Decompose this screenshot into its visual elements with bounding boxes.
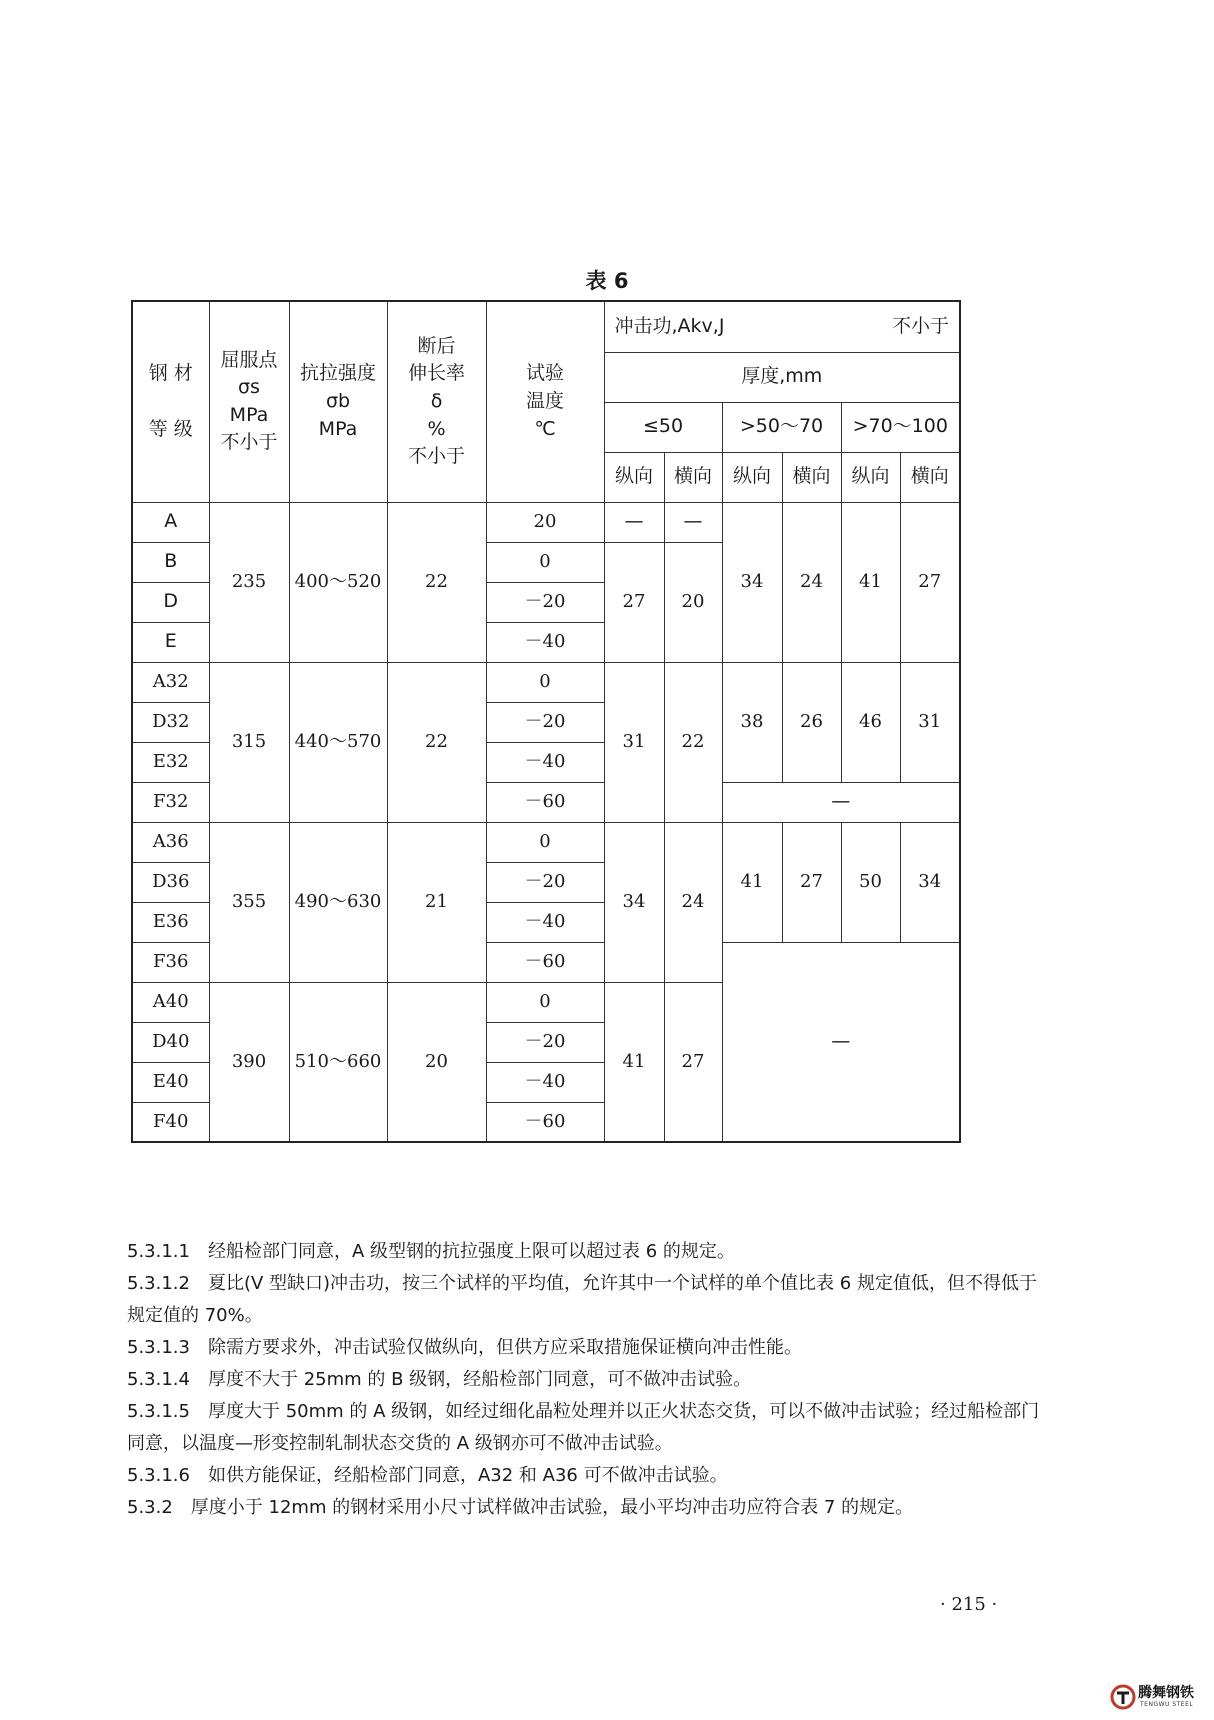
tensile-cell: 440～570 xyxy=(289,662,387,822)
yield-cell: 390 xyxy=(209,982,289,1142)
impact-cell: 50 xyxy=(841,822,900,942)
header-tensile: 抗拉强度 σb MPa xyxy=(289,301,387,502)
temp-cell: －40 xyxy=(486,742,604,782)
grade-cell: E xyxy=(132,622,209,662)
header-longitudinal: 纵向 xyxy=(722,452,782,502)
temp-cell: －60 xyxy=(486,942,604,982)
impact-min-label: 不小于 xyxy=(891,314,949,337)
impact-cell: 34 xyxy=(604,822,664,982)
impact-cell: 24 xyxy=(782,502,841,662)
yield-cell: 315 xyxy=(209,662,289,822)
temp-cell: －40 xyxy=(486,622,604,662)
impact-cell: 24 xyxy=(664,822,722,982)
yield-cell: 235 xyxy=(209,502,289,662)
header-longitudinal: 纵向 xyxy=(841,452,900,502)
header-range-50-70: >50～70 xyxy=(722,402,841,452)
grade-cell: E40 xyxy=(132,1062,209,1102)
note-paragraph: 5.3.1.6 如供方能保证，经船检部门同意，A32 和 A36 可不做冲击试验。 xyxy=(127,1465,728,1486)
elongation-cell: 20 xyxy=(387,982,486,1142)
elongation-cell: 22 xyxy=(387,502,486,662)
notes-section xyxy=(127,1236,1047,1524)
tensile-cell: 400～520 xyxy=(289,502,387,662)
note-paragraph: 5.3.2 厚度小于 12mm 的钢材采用小尺寸试样做冲击试验，最小平均冲击功应符合表 7 的规定。 xyxy=(127,1497,914,1518)
grade-cell: A40 xyxy=(132,982,209,1022)
header-yield: 屈服点 σs MPa 不小于 xyxy=(209,301,289,502)
impact-cell: 34 xyxy=(900,822,960,942)
impact-cell: 27 xyxy=(664,982,722,1142)
grade-cell: D36 xyxy=(132,862,209,902)
temp-cell: －20 xyxy=(486,862,604,902)
header-longitudinal: 纵向 xyxy=(604,452,664,502)
note-paragraph: 5.3.1.3 除需方要求外，冲击试验仅做纵向，但供方应采取措施保证横向冲击性能。 xyxy=(127,1337,802,1358)
temp-cell: 0 xyxy=(486,542,604,582)
impact-cell: 34 xyxy=(722,502,782,662)
grade-cell: A36 xyxy=(132,822,209,862)
impact-cell: 27 xyxy=(900,502,960,662)
header-thickness: 厚度,mm xyxy=(604,352,960,402)
impact-cell: — xyxy=(664,502,722,542)
header-range-le50: ≤50 xyxy=(604,402,722,452)
grade-cell: D40 xyxy=(132,1022,209,1062)
property-table xyxy=(131,300,961,1143)
header-impact xyxy=(604,301,960,352)
impact-cell: 22 xyxy=(664,662,722,822)
impact-cell: 20 xyxy=(664,542,722,662)
page-number: · 215 · xyxy=(940,1594,998,1615)
impact-dash-cell: — xyxy=(722,782,960,822)
tensile-cell: 510～660 xyxy=(289,982,387,1142)
header-grade: 钢 材 等 级 xyxy=(132,301,209,502)
elongation-cell: 22 xyxy=(387,662,486,822)
elongation-cell: 21 xyxy=(387,822,486,982)
impact-cell: 46 xyxy=(841,662,900,782)
impact-cell: 26 xyxy=(782,662,841,782)
logo-icon xyxy=(1110,1684,1136,1710)
header-transverse: 横向 xyxy=(664,452,722,502)
note-paragraph: 5.3.1.1 经船检部门同意，A 级型钢的抗拉强度上限可以超过表 6 的规定。 xyxy=(127,1241,735,1262)
temp-cell: 0 xyxy=(486,982,604,1022)
grade-cell: E36 xyxy=(132,902,209,942)
grade-cell: F32 xyxy=(132,782,209,822)
header-test-temp: 试验 温度 ℃ xyxy=(486,301,604,502)
grade-cell: A xyxy=(132,502,209,542)
note-paragraph: 5.3.1.2 夏比(V 型缺口)冲击功，按三个试样的平均值，允许其中一个试样的单个值比表 6 规定值低，但不得低于规定值的 70%。 xyxy=(127,1273,1037,1326)
grade-cell: E32 xyxy=(132,742,209,782)
grade-cell: B xyxy=(132,542,209,582)
impact-cell: 27 xyxy=(782,822,841,942)
temp-cell: 20 xyxy=(486,502,604,542)
impact-cell: 38 xyxy=(722,662,782,782)
note-paragraph: 5.3.1.4 厚度不大于 25mm 的 B 级钢，经船检部门同意，可不做冲击试验。 xyxy=(127,1369,752,1390)
temp-cell: －20 xyxy=(486,582,604,622)
table-caption: 表 6 xyxy=(585,269,629,293)
impact-cell: 41 xyxy=(604,982,664,1142)
yield-cell: 355 xyxy=(209,822,289,982)
header-transverse: 横向 xyxy=(782,452,841,502)
impact-cell: 27 xyxy=(604,542,664,662)
impact-cell: 41 xyxy=(841,502,900,662)
temp-cell: －40 xyxy=(486,902,604,942)
watermark-subtext: TENGWU STEEL xyxy=(1140,1701,1194,1708)
temp-cell: －20 xyxy=(486,1022,604,1062)
temp-cell: －60 xyxy=(486,782,604,822)
temp-cell: －60 xyxy=(486,1102,604,1142)
header-range-70-100: >70～100 xyxy=(841,402,960,452)
impact-label: 冲击功,Akv,J xyxy=(614,314,725,337)
grade-cell: F36 xyxy=(132,942,209,982)
note-paragraph: 5.3.1.5 厚度大于 50mm 的 A 级钢，如经过细化晶粒处理并以正火状态交货，可以不做冲击试验；经过船检部门同意，以温度—形变控制轧制状态交货的 A 级钢亦可不做冲击试验。 xyxy=(127,1401,1040,1454)
grade-cell: A32 xyxy=(132,662,209,702)
watermark-logo xyxy=(1110,1680,1214,1716)
temp-cell: －20 xyxy=(486,702,604,742)
header-elongation: 断后 伸长率 δ % 不小于 xyxy=(387,301,486,502)
impact-cell: — xyxy=(604,502,664,542)
watermark-text: 腾舞钢铁 xyxy=(1138,1685,1194,1701)
tensile-cell: 490～630 xyxy=(289,822,387,982)
header-transverse: 横向 xyxy=(900,452,960,502)
impact-dash-cell: — xyxy=(722,942,960,1142)
impact-cell: 41 xyxy=(722,822,782,942)
impact-cell: 31 xyxy=(900,662,960,782)
temp-cell: 0 xyxy=(486,662,604,702)
temp-cell: 0 xyxy=(486,822,604,862)
grade-cell: D xyxy=(132,582,209,622)
grade-cell: D32 xyxy=(132,702,209,742)
temp-cell: －40 xyxy=(486,1062,604,1102)
impact-cell: 31 xyxy=(604,662,664,822)
grade-cell: F40 xyxy=(132,1102,209,1142)
